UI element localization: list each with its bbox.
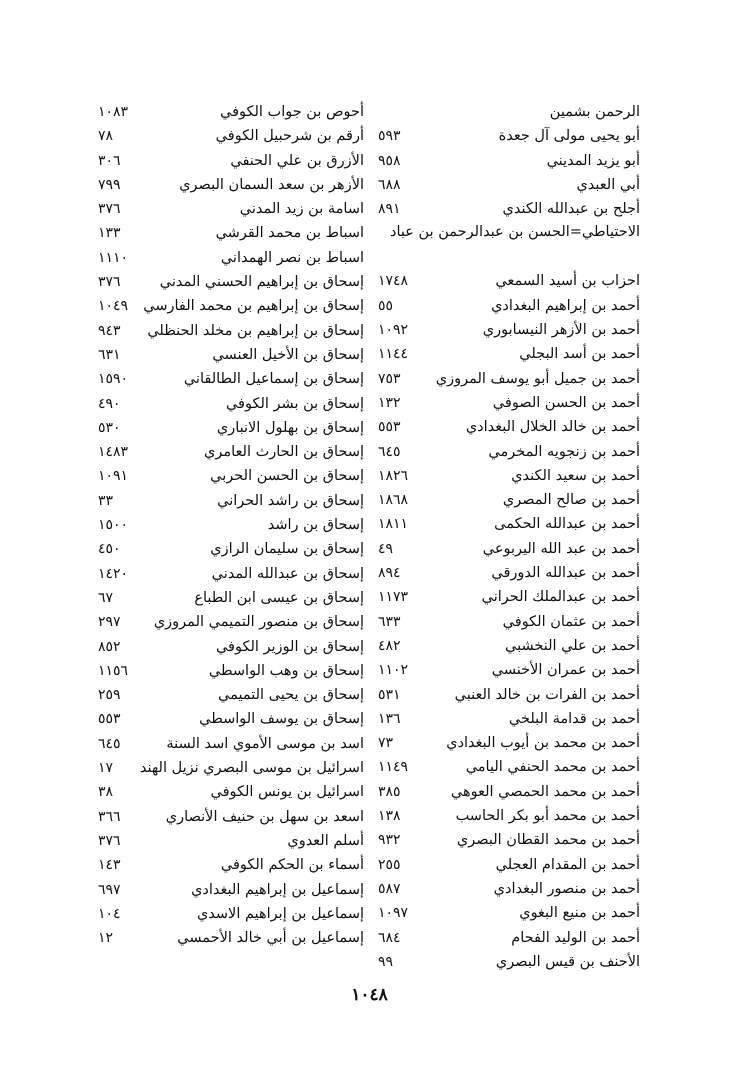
index-entry [378,853,640,877]
index-entry [378,585,640,609]
entry-name: أحمد بن منيع البغوي [519,905,640,922]
entry-name: اسرائيل بن يونس الكوفي [210,784,364,801]
entry-page-number: ٦٤٥ [98,735,121,752]
entry-name: إسحاق بن سليمان الرازي [210,541,364,558]
index-entry [98,562,364,586]
entry-name: أحمد بن المقدام العجلي [495,856,640,873]
entry-name: اسعد بن سهل بن حنيف الأنصاري [165,808,364,825]
entry-page-number: ١١٤٤ [378,346,409,363]
entry-name: اسباط بن نصر الهمداني [220,249,364,266]
entry-page-number: ٤٩ [378,540,394,557]
index-entry [378,269,640,293]
index-entry [98,756,364,780]
index-entry [98,464,364,488]
entry-name: إسحاق بن الوزير الكوفي [215,638,364,655]
entry-page-number: ١٨٢٦ [378,467,409,484]
index-entry [98,149,364,173]
entry-page-number: ٩٣٢ [378,832,401,849]
entry-page-number: ٨٩٤ [378,565,401,582]
entry-page-number: ١٨٦٨ [378,492,409,509]
entry-name: أرقم بن شرحبيل الكوفي [215,128,364,145]
index-entry [378,391,640,415]
index-entry [378,950,640,974]
entry-name: إسحاق بن منصور التميمي المروزي [153,614,364,631]
index-entry [98,707,364,731]
entry-page-number: ٥٥٣ [378,419,401,436]
entry-name: أحمد بن أسد البجلي [519,346,640,363]
index-entry [98,319,364,343]
index-entry [98,489,364,513]
index-entry [98,659,364,683]
index-column-right [378,100,640,974]
index-entry [98,635,364,659]
entry-name: إسحاق بن الأخيل العنسي [212,346,364,363]
entry-page-number: ١١١٠ [98,249,129,266]
entry-name: أحمد بن صالح المصري [502,492,640,509]
entry-page-number: ٤٥٠ [98,541,121,558]
entry-page-number: ٣٣ [98,492,114,509]
index-entry [378,828,640,852]
entry-name: أحمد بن عبدالله الحكمى [494,516,640,533]
index-entry [98,246,364,270]
entry-page-number: ١١٤٩ [378,759,409,776]
index-entry [98,683,364,707]
entry-page-number: ٧٩٩ [98,176,121,193]
entry-name: أحمد بن الوليد الفحام [511,929,640,946]
index-entry [98,853,364,877]
index-entry [98,926,364,950]
index-entry [98,294,364,318]
entry-name: أحمد بن محمد الحنفي اليامي [465,759,640,776]
index-entry [378,512,640,536]
entry-page-number: ٤٨٢ [378,637,401,654]
index-entry [98,124,364,148]
entry-name: اسد بن موسى الأموي اسد السنة [166,735,364,752]
index-entry [378,683,640,707]
index-entry [98,586,364,610]
index-entry [98,780,364,804]
entry-page-number: ٥٥ [378,297,394,314]
index-entry [98,902,364,926]
index-entry [378,294,640,318]
entry-page-number: ١٠٩٧ [378,905,409,922]
entry-page-number: ١١٠٢ [378,662,409,679]
entry-name: أحمد بن عبدالله الدورقي [491,565,640,582]
entry-name: إسحاق بن عبدالله المدني [211,565,364,582]
entry-name: الاحتياطي=الحسن بن عبدالرحمن بن عباد [390,224,640,241]
entry-page-number: ١٣٨ [378,808,401,825]
entry-name: أحمد بن الفرات بن خالد العنبي [454,686,640,703]
entry-page-number: ٦٣١ [98,346,121,363]
entry-name: أحمد بن عبدالملك الحراني [481,589,640,606]
entry-name: إسحاق بن إبراهيم بن مخلد الحنظلي [147,322,364,339]
index-entry [378,318,640,342]
entry-page-number: ١٤٨٣ [98,444,129,461]
entry-page-number: ٧٣ [378,735,394,752]
entry-page-number: ٥٣١ [378,686,401,703]
index-entry [378,707,640,731]
entry-name: أحمد بن عمران الأخنسي [491,662,640,679]
entry-name: إسماعيل بن إبراهيم الاسدي [196,905,364,922]
entry-page-number: ١٣٢ [378,394,401,411]
entry-name: إسحاق بن راشد الحراني [217,492,364,509]
entry-name: أحمد بن محمد بن أيوب البغدادي [446,735,640,752]
entry-page-number: ٤٩٠ [98,395,121,412]
entry-name: أسماء بن الحكم الكوفي [220,857,364,874]
index-entry [98,513,364,537]
entry-name: أجلح بن عبدالله الكندي [502,201,640,218]
entry-page-number: ٨٩١ [378,201,401,218]
entry-page-number: ٦٧ [98,589,114,606]
entry-name: أحمد بن منصور البغدادي [493,880,640,897]
entry-page-number: ٢٥٥ [378,856,401,873]
entry-page-number: ٥٣٠ [98,419,121,436]
entry-page-number: ٩٩ [378,953,394,970]
entry-page-number: ١٥٩٠ [98,371,129,388]
index-entry [98,367,364,391]
entry-page-number: ١١٥٦ [98,662,129,679]
index-entry [98,732,364,756]
entry-name: أحمد بن خالد الخلال البغدادي [465,419,640,436]
entry-page-number: ٦٩٧ [98,881,121,898]
entry-name: الأحنف بن قيس البصري [495,953,640,970]
entry-name: أبو يحيى مولى آل جعدة [498,128,640,145]
entry-page-number: ٣٨٥ [378,783,401,800]
index-entry [378,488,640,512]
entry-name: إسحاق بن يحيى التميمي [217,687,364,704]
entry-name: أحمد بن عثمان الكوفي [502,613,640,630]
entry-name: إسحاق بن وهب الواسطي [208,662,364,679]
index-entry [98,270,364,294]
entry-page-number: ٣٨ [98,784,114,801]
index-entry [98,173,364,197]
index-entry [98,100,364,124]
entry-name: أحوص بن جواب الكوفي [219,104,364,120]
index-entry [378,464,640,488]
entry-name: إسحاق بن بهلول الانباري [216,419,364,436]
entry-name: أحمد بن محمد الحمصي العوهي [450,783,640,800]
entry-page-number: ١٧٤٨ [378,273,409,290]
index-entry [378,197,640,221]
entry-name: أحمد بن عبد الله اليربوعي [482,540,640,557]
index-entry [98,829,364,853]
entry-page-number: ٧٨ [98,128,114,145]
entry-name: اسباط بن محمد القرشي [215,225,364,242]
entry-name: أحمد بن جميل أبو يوسف المروزي [435,370,640,387]
index-entry [378,658,640,682]
entry-name: أحمد بن قدامة البلخي [508,710,640,727]
entry-name: إسحاق بن بشر الكوفي [225,395,364,412]
entry-page-number: ١٠٤ [98,905,121,922]
entry-name: أحمد بن زنجويه المخرمي [488,443,640,460]
index-entry [378,342,640,366]
entry-page-number: ٣٧٦ [98,832,121,849]
index-entry [98,197,364,221]
entry-page-number: ٥٥٣ [98,711,121,728]
index-entry [98,878,364,902]
entry-page-number: ١٤٢٠ [98,565,129,582]
entry-name: أحمد بن سعيد الكندي [511,467,640,484]
index-entry [378,149,640,173]
entry-page-number: ١٠٩١ [98,468,129,485]
entry-name: أحمد بن إبراهيم البغدادي [491,297,640,314]
entry-page-number: ٦٨٤ [378,929,401,946]
entry-name: أحمد بن علي النخشبي [504,637,640,654]
entry-page-number: ١٢ [98,930,114,947]
index-entry [98,392,364,416]
entry-name: إسحاق بن عيسى ابن الطباع [194,589,364,606]
index-entry [98,537,364,561]
entry-page-number: ٨٥٢ [98,638,121,655]
entry-name: إسماعيل بن أبي خالد الأحمسي [177,930,364,947]
entry-name: إسحاق بن إسماعيل الطالقاني [183,371,364,388]
entry-name: إسحاق بن إبراهيم الحسني المدني [159,274,364,291]
entry-page-number: ٢٩٧ [98,614,121,631]
index-entry [98,416,364,440]
index-entry [378,561,640,585]
index-column-left [98,100,364,950]
index-entry [378,877,640,901]
entry-name: أسلم العدوي [287,832,364,849]
index-entry [378,173,640,197]
entry-name: أبو يزيد المديني [546,152,640,169]
entry-page-number: ٣٠٦ [98,152,121,169]
page-number: ١٠٤٨ [351,985,388,1005]
entry-name: إسحاق بن الحسن الحربي [210,468,364,485]
entry-page-number: ١٨١١ [378,516,409,533]
entry-page-number: ١٧ [98,760,114,777]
entry-page-number: ٥٨٧ [378,880,401,897]
entry-page-number: ٩٤٣ [98,322,121,339]
index-entry [378,804,640,828]
entry-name: أبي العبدي [576,176,640,193]
entry-page-number: ٢٥٩ [98,687,121,704]
index-entry [378,634,640,658]
index-entry [98,343,364,367]
entry-name: إسحاق بن يوسف الواسطي [199,711,364,728]
entry-page-number: ٩٥٨ [378,152,401,169]
entry-page-number: ١٣٦ [378,710,401,727]
index-entry [378,926,640,950]
entry-name: إسحاق بن الحارث العامري [204,444,364,461]
index-entry [378,221,640,269]
index-entry [378,537,640,561]
entry-name: احزاب بن أسيد السمعي [495,273,640,290]
index-entry [378,731,640,755]
entry-name: أحمد بن محمد أبو بكر الحاسب [455,808,640,825]
index-entry [98,610,364,634]
index-entry [378,901,640,925]
entry-name: اسامة بن زيد المدني [239,201,364,218]
index-entry [98,221,364,245]
entry-name: أحمد بن الحسن الصوفي [492,394,640,411]
entry-page-number: ١٠٤٩ [98,298,129,315]
index-entry [98,440,364,464]
entry-page-number: ١١٧٣ [378,589,409,606]
entry-page-number: ٣٧٦ [98,274,121,291]
index-entry [378,780,640,804]
entry-page-number: ٣٧٦ [98,201,121,218]
entry-name: الرحمن بشمين [549,104,640,120]
entry-page-number: ٦٤٥ [378,443,401,460]
entry-page-number: ٦٨٨ [378,176,401,193]
entry-name: إسحاق بن راشد [267,517,364,534]
index-entry [378,415,640,439]
entry-page-number: ٧٥٣ [378,370,401,387]
index-entry [378,610,640,634]
index-entry [378,755,640,779]
entry-name: أحمد بن الأزهر النيسابوري [482,322,640,339]
index-entry [98,805,364,829]
entry-page-number: ٦٣٣ [378,613,401,630]
index-entry [378,367,640,391]
entry-page-number: ١٠٩٢ [378,322,409,339]
entry-page-number: ١٠٨٣ [98,104,129,120]
entry-name: إسحاق بن إبراهيم بن محمد الفارسي [143,298,364,315]
index-entry [378,440,640,464]
entry-page-number: ١٥٠٠ [98,517,129,534]
entry-page-number: ٥٩٣ [378,128,401,145]
entry-name: إسماعيل بن إبراهيم البغدادي [191,881,364,898]
index-entry [378,124,640,148]
entry-page-number: ١٤٣ [98,857,121,874]
entry-name: الأزهر بن سعد السمان البصري [179,176,364,193]
entry-name: اسرائيل بن موسى البصري نزيل الهند [139,760,364,777]
index-entry [378,100,640,124]
entry-name: أحمد بن محمد القطان البصري [456,832,640,849]
entry-name: الأزرق بن علي الحنفي [230,152,364,169]
entry-page-number: ١٣٣ [98,225,121,242]
entry-page-number: ٣٦٦ [98,808,121,825]
